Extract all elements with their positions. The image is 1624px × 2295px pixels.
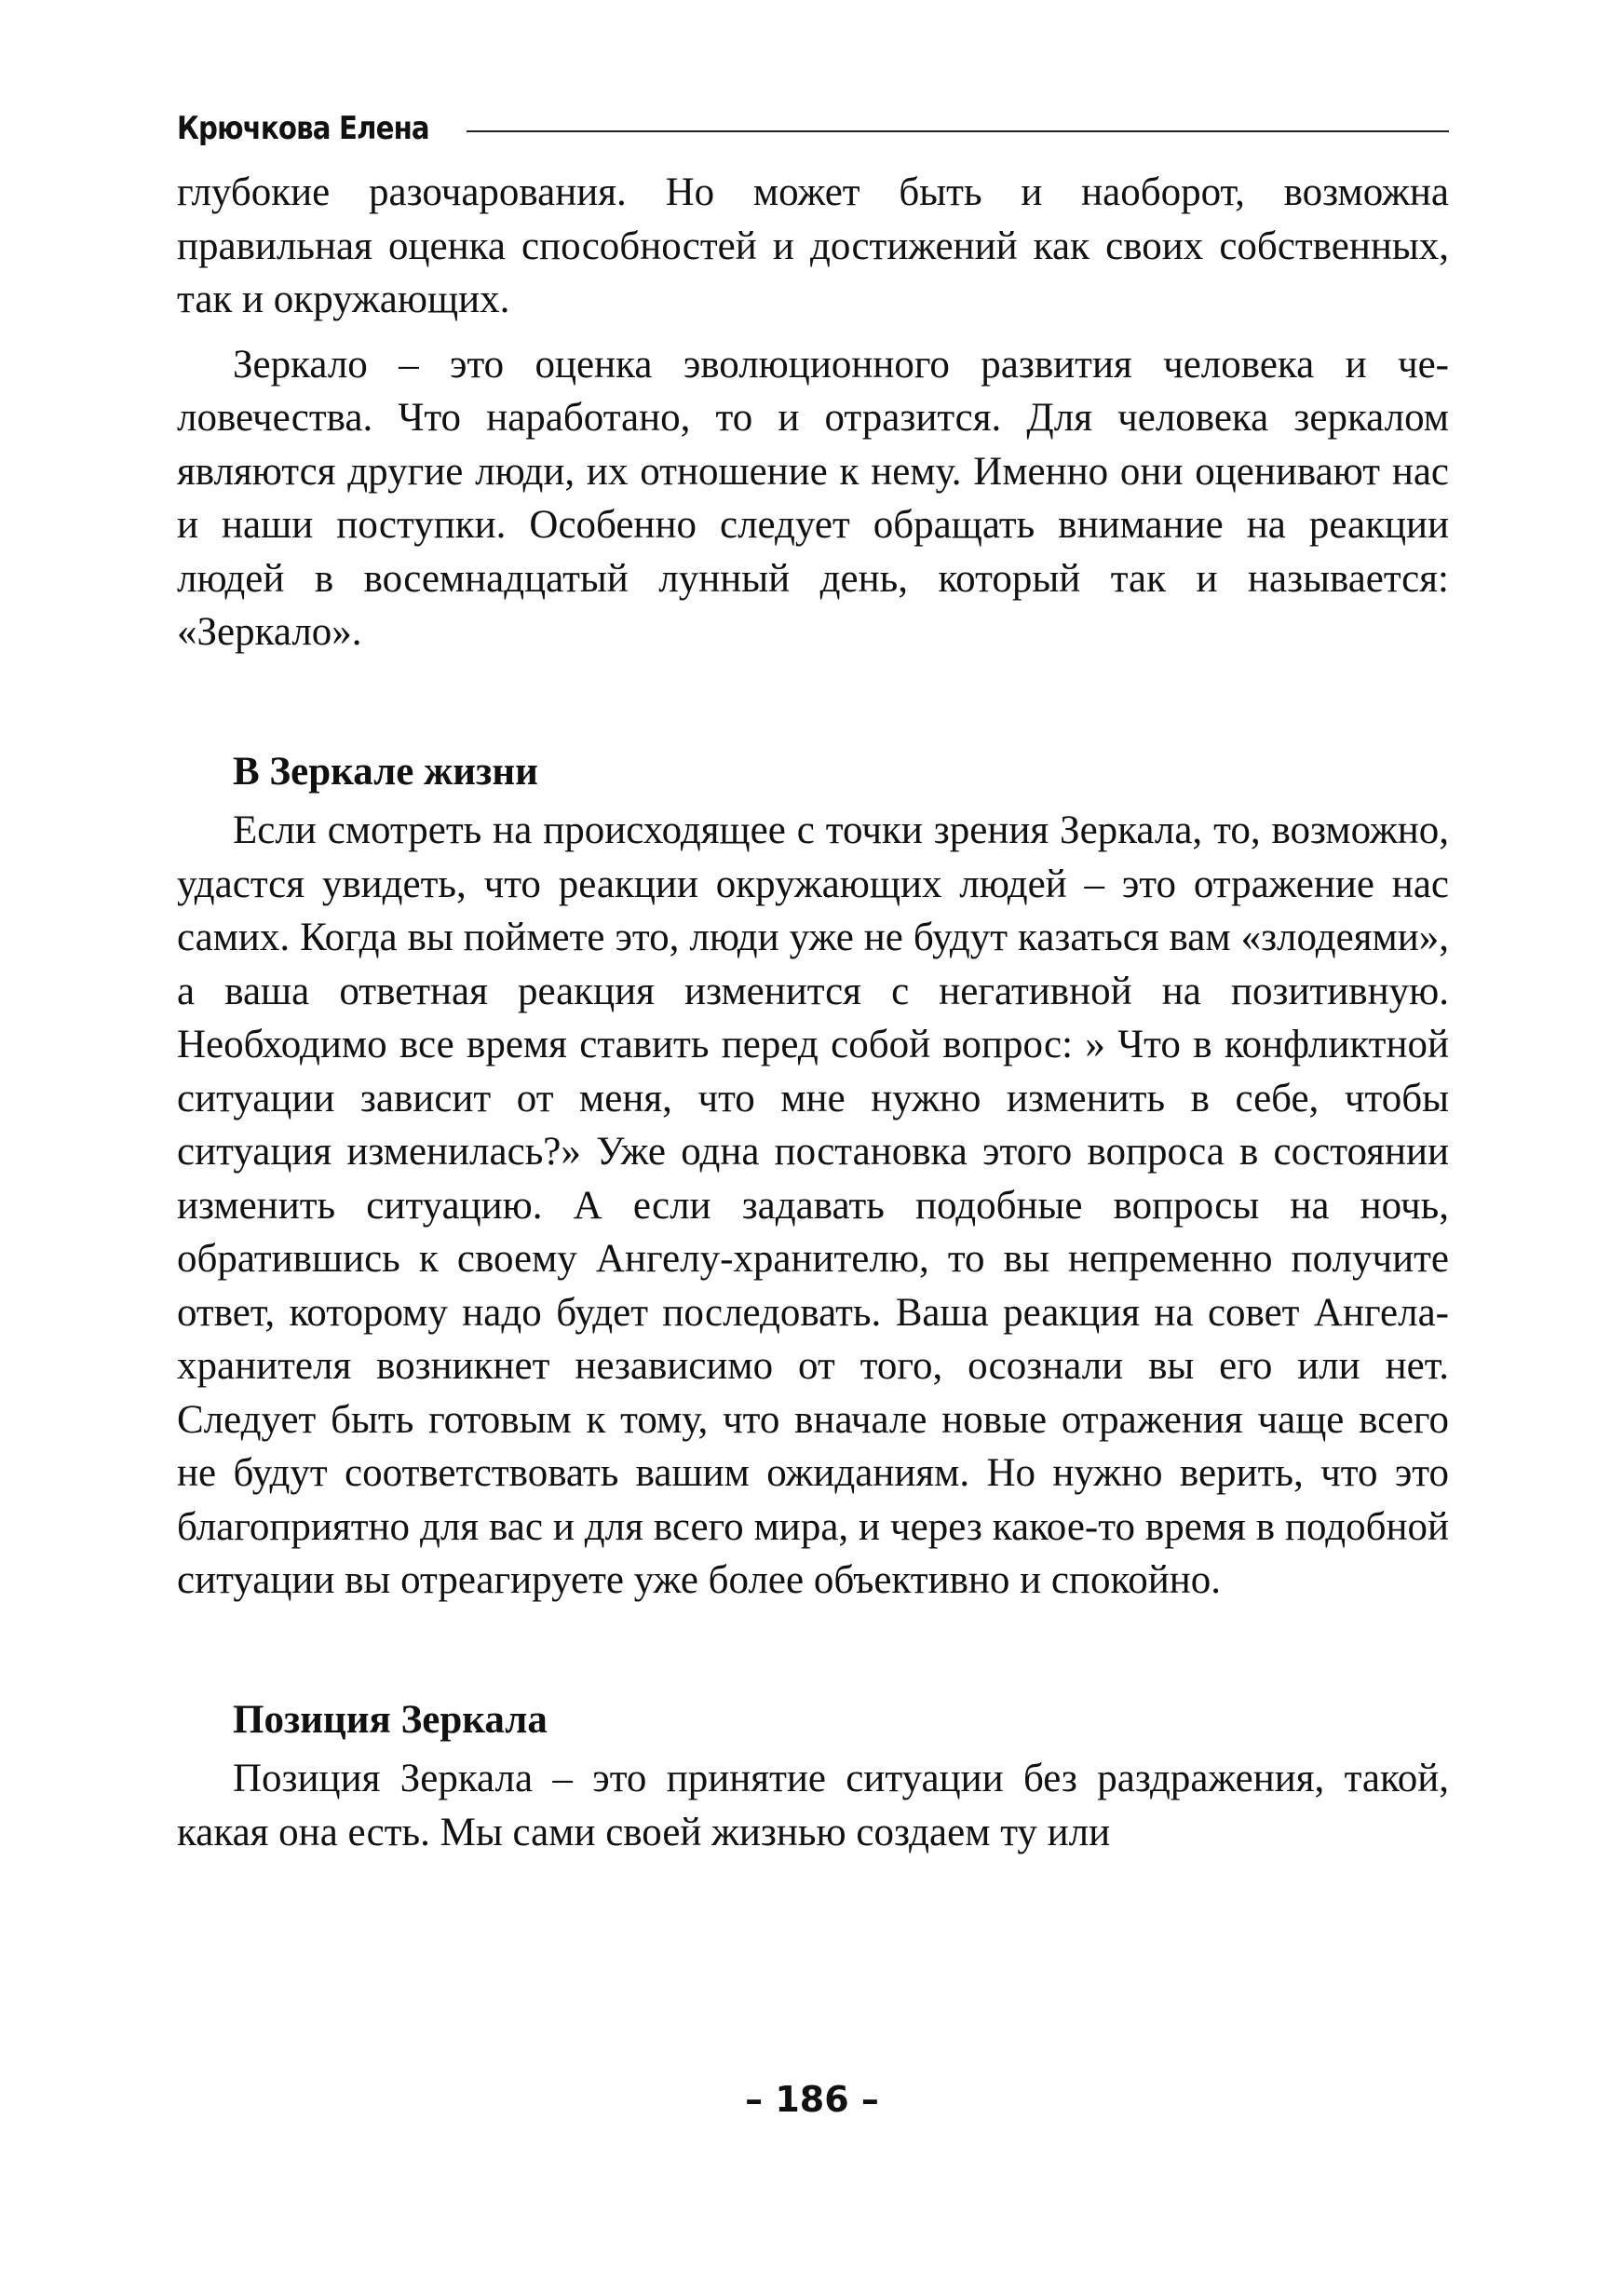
paragraph-mirror-of-life: Если смотреть на происходящее с точки зрения Зеркала, то, возможно, удастся увидеть, что реакции окружающих людей – это отражение нас самих. Когда вы поймете это, люди уже не будут казаться вам «злодеями», а ваша ответная реакция изменится с негативной на позитивную. Необходимо все время ставить перед собой вопрос: » Что в конфликтной ситуации зависит от меня, что мне нужно изменить в себе, чтобы ситуация изменилась?» Уже одна постановка этого вопроса в состоянии изменить ситуацию. А если задавать подобные вопросы на ночь, обратившись к своему Ангелу-хранителю, то вы непременно получите ответ, которому надо будет последовать. Ваша реакция на совет Ангела- хранителя возникнет независимо от того, осознали вы его или нет. Следует быть готовым к тому, что вначале новые отражения чаще всего не будут соответствовать вашим ожиданиям. Но нужно верить, что это благоприятно для вас и для всего мира, и через какое-то время в подобной ситуации вы отреагируете уже более объективно и спокойно. [177,808,1449,1602]
paragraph-mirror-evaluation: Зеркало – это оценка эволюционного развития человека и человечества. Что наработано, то и отразится. Для человека зеркалом являются другие люди, их отношение к нему. Именно они оценивают нас и наши поступки. Особенно следует обращать внимание на реакции людей в восемнадцатый лунный день, который так и называется: «Зеркало». [177,342,1449,654]
running-header [177,104,1449,153]
paragraph-mirror-position: Позиция Зеркала – это принятие ситуации без раздражения, такой, какая она есть. Мы сами своей жизнью создаем ту или [177,1757,1449,1854]
page-number: – 186 – [745,2079,879,2120]
section-heading-mirror-position: Позиция Зеркала [233,1697,548,1742]
section-heading-mirror-of-life: В Зеркале жизни [233,749,538,794]
paragraph-continued: глубокие разочарования. Но может быть и наоборот, возможна правильная оценка способностей и достижений как своих собственных, так и окружающих. [177,170,1449,321]
page-body [177,166,1449,1859]
header-rule [467,130,1449,132]
author-name: Крючкова Елена [177,110,429,147]
